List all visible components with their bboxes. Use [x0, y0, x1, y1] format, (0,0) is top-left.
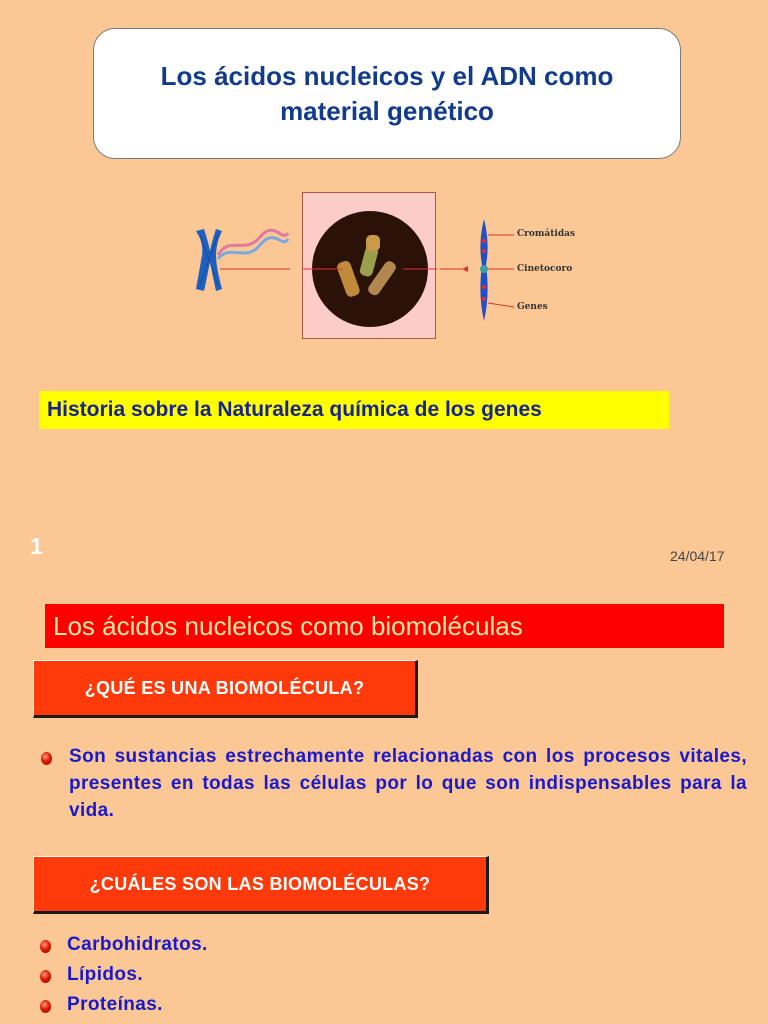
bullet-icon: [41, 752, 52, 765]
question-box-2: [33, 856, 489, 914]
question-1-text: ¿QUÉ ES UNA BIOMOLÉCULA?: [84, 677, 365, 698]
bullet-icon: [40, 940, 51, 953]
question-box-1: [33, 660, 418, 718]
section-title: Los ácidos nucleicos como biomoléculas: [53, 610, 523, 641]
bullet-icon: [40, 970, 51, 983]
page-number: 1: [30, 533, 43, 559]
label-genes: Genes: [517, 302, 548, 312]
label-cromatidas: Cromátidas: [517, 229, 576, 239]
label-cinetocoro: Cinetocoro: [517, 264, 573, 274]
section-title-bar: [45, 604, 724, 648]
question-2-text: ¿CUÁLES SON LAS BIOMOLÉCULAS?: [89, 873, 431, 894]
chromosome-micrograph-panel: [302, 192, 436, 339]
chromosome-dna-illustration: [190, 225, 290, 295]
bullet-icon: [40, 1000, 51, 1013]
slide-title-box: [93, 28, 681, 159]
highlight-text: Historia sobre la Naturaleza química de los genes: [47, 398, 542, 421]
slide-date: 24/04/17: [670, 548, 725, 564]
answer-paragraph: Son sustancias estrechamente relacionadas con los procesos vitales, presentes en todas las células por lo que son indispensables para la vida.: [69, 746, 747, 821]
list-item-proteinas: Proteínas.: [67, 994, 163, 1015]
slide-title: Los ácidos nucleicos y el ADN como material genético: [160, 60, 614, 126]
list-item-lipidos: Lípidos.: [67, 964, 144, 985]
micrograph-image: [303, 193, 437, 340]
highlight-banner: [39, 391, 669, 429]
list-item-carbohidratos: Carbohidratos.: [67, 934, 208, 955]
